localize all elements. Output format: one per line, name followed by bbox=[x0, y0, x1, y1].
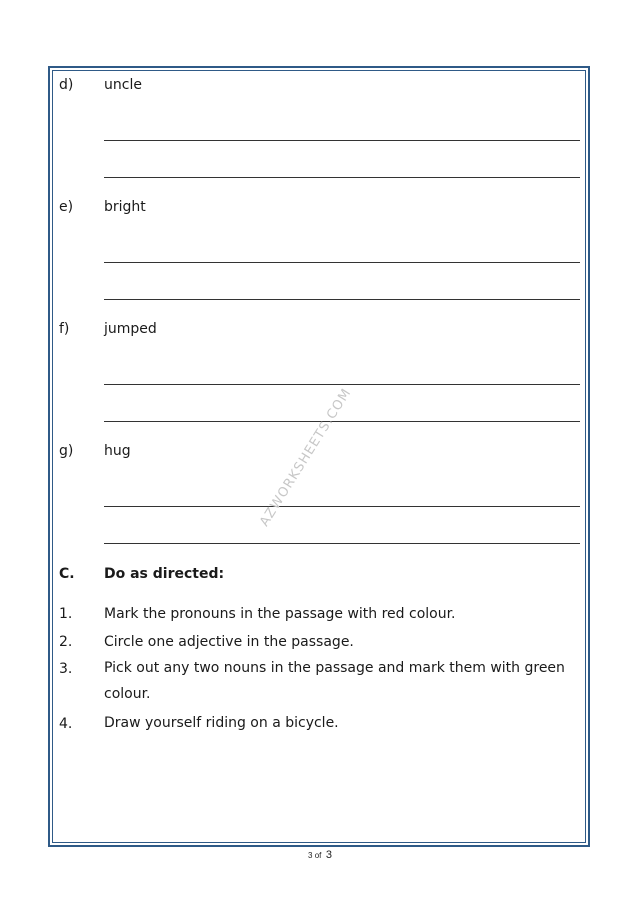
answer-line[interactable] bbox=[104, 543, 580, 544]
task-text: Mark the pronouns in the passage with red colour. bbox=[104, 606, 456, 622]
section-letter: C. bbox=[59, 566, 75, 582]
item-word: uncle bbox=[104, 77, 142, 93]
answer-line[interactable] bbox=[104, 262, 580, 263]
answer-line[interactable] bbox=[104, 506, 580, 507]
task-number: 4. bbox=[59, 716, 73, 732]
item-word: hug bbox=[104, 443, 131, 459]
item-label: d) bbox=[59, 77, 74, 93]
item-label: e) bbox=[59, 199, 74, 215]
task-number: 2. bbox=[59, 634, 73, 650]
task-text: Pick out any two nouns in the passage and mark them with green colour. bbox=[104, 660, 565, 702]
answer-line[interactable] bbox=[104, 299, 580, 300]
task-number: 3. bbox=[59, 661, 73, 677]
task-number: 1. bbox=[59, 606, 73, 622]
page-number-total: 3 bbox=[325, 849, 332, 861]
page-number-current: 3 of bbox=[308, 851, 322, 860]
answer-line[interactable] bbox=[104, 421, 580, 422]
answer-line[interactable] bbox=[104, 384, 580, 385]
item-label: f) bbox=[59, 321, 70, 337]
item-word: bright bbox=[104, 199, 146, 215]
item-word: jumped bbox=[104, 321, 157, 337]
task-text: Circle one adjective in the passage. bbox=[104, 634, 354, 650]
answer-line[interactable] bbox=[104, 177, 580, 178]
task-text: Draw yourself riding on a bicycle. bbox=[104, 715, 339, 731]
item-label: g) bbox=[59, 443, 74, 459]
page-number bbox=[0, 845, 640, 863]
section-heading: Do as directed: bbox=[104, 566, 225, 582]
watermark: AZWORKSHEETS.COM bbox=[257, 385, 355, 530]
answer-line[interactable] bbox=[104, 140, 580, 141]
